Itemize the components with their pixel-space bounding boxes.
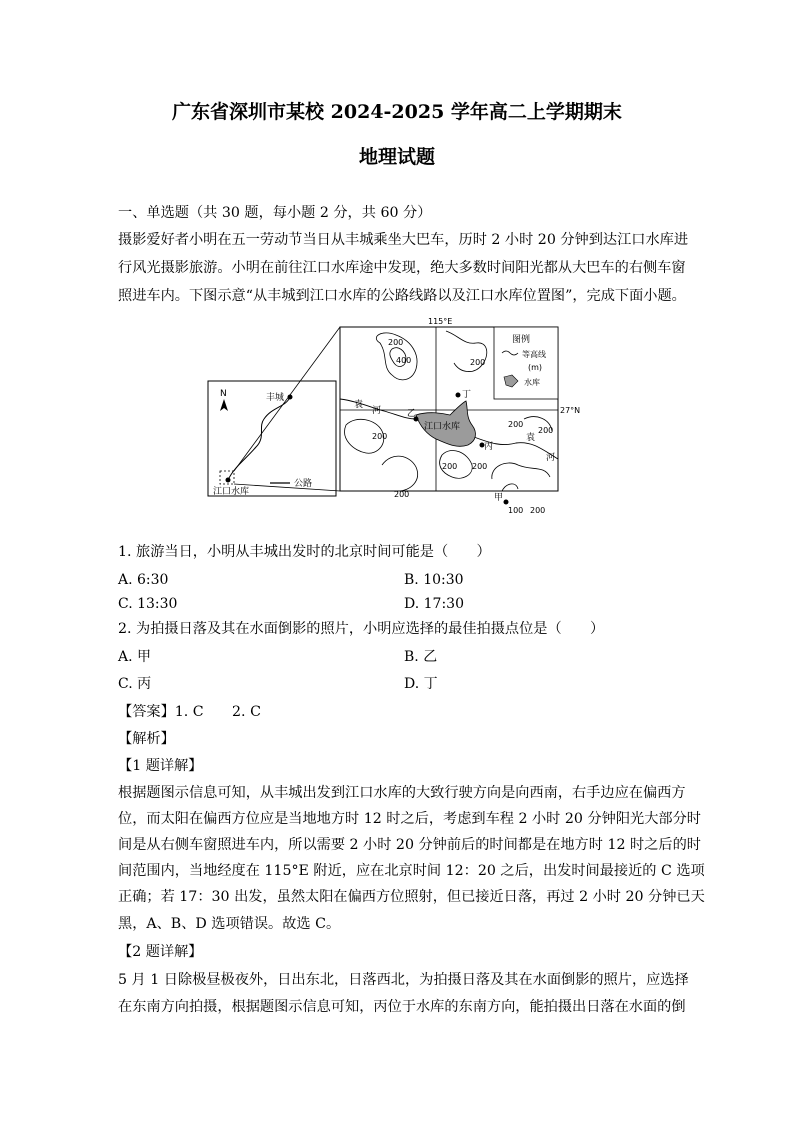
legend-title: 图例 [512,335,531,345]
question-1-option-d: D. 17:30 [404,596,464,612]
river-label-yuan-2: 袁 [526,433,536,443]
q2-detail-line: 在东南方向拍摄，根据题图示信息可知，丙位于水库的东南方向，能拍摄出日落在水面的倒 [118,999,686,1015]
main-map [340,317,580,515]
answer-line: 【答案】1. C 2. C [118,704,261,720]
q2-detail-line: 5 月 1 日除极昼极夜外，日出东北，日落西北，为拍摄日落及其在水面倒影的照片，应选择 [118,972,689,988]
contour-label: 200 [470,358,486,367]
q1-detail-line: 间范围内，当地经度在 115°E 附近，应在北京时间 12：20 之后，出发时间最接近的 C 选项 [118,863,705,879]
north-arrow-icon [220,399,228,411]
contour-label: 200 [530,506,546,515]
question-1-option-b: B. 10:30 [404,572,464,588]
point-bing-label: 丙 [484,442,494,452]
contour-label: 200 [372,432,388,441]
q1-detail-line: 黑，A、B、D 选项错误。故选 C。 [118,916,341,932]
q1-detail-line: 位，而太阳在偏西方位应是当地地方时 12 时之后，考虑到车程 2 小时 20 分钟阳光大部分时 [118,811,701,827]
point-yi-label: 乙 [407,409,417,419]
latitude-label: 27°N [560,406,581,415]
longitude-label: 115°E [428,317,453,326]
question-2-option-c: C. 丙 [118,676,152,692]
q1-detail-line: 根据题图示信息可知，从丰城出发到江口水库的大致行驶方向是向西南，右手边应在偏西方 [118,785,686,801]
river-label-yuan: 袁 [354,400,364,410]
map-figure [206,315,581,530]
contour-label: 200 [394,490,410,499]
point-ding-label: 丁 [462,390,472,400]
inset-road [228,397,290,480]
intro-line: 摄影爱好者小明在五一劳动节当日从丰城乘坐大巴车，历时 2 小时 20 分钟到达江口水库进 [118,232,689,248]
question-2-option-b: B. 乙 [404,649,438,665]
inset-city-label: 丰城 [266,393,285,403]
document-subtitle: 地理试题 [358,146,435,168]
question-1-option-a: A. 6:30 [118,572,169,588]
north-label: N [220,389,227,399]
contour-100-label: 100 [508,506,524,515]
contour-label: 200 [442,462,458,471]
contour-label: 400 [396,356,412,365]
legend-reservoir: 水库 [524,378,540,387]
point-jia-dot [504,500,509,505]
river-label-he: 河 [372,406,382,416]
reservoir-label: 江口水库 [424,422,461,432]
legend-contour: 等高线 [522,350,546,359]
intro-line: 照进车内。下图示意“从丰城到江口水库的公路线路以及江口水库位置图”，完成下面小题。 [118,288,686,304]
inset-map [208,327,340,497]
jiangkou-dot [226,478,231,483]
road-legend-label: 公路 [294,479,313,489]
question-1-option-c: C. 13:30 [118,596,178,612]
point-ding-dot [456,393,461,398]
point-jia-label: 甲 [494,493,504,503]
analysis-label: 【解析】 [118,731,175,747]
river-label-he-2: 河 [546,453,556,463]
q1-detail-label: 【1 题详解】 [118,758,203,774]
q1-detail-line: 间是从右侧车窗照进车内，所以需要 2 小时 20 分钟前后的时间都是在地方时 12 时之后的时 [118,837,701,853]
document-title: 广东省深圳市某校 2024-2025 学年高二上学期期末 [172,101,622,123]
contour-label: 200 [508,420,524,429]
question-2-option-a: A. 甲 [118,649,152,665]
contour-label: 200 [472,462,488,471]
question-2-stem: 2. 为拍摄日落及其在水面倒影的照片，小明应选择的最佳拍摄点位是（ ） [118,621,605,637]
question-1-stem: 1. 旅游当日，小明从丰城出发时的北京时间可能是（ ） [118,544,491,560]
legend-contour-unit: (m) [528,363,543,372]
contour-label: 200 [388,338,404,347]
inset-reservoir-label: 江口水库 [213,487,250,497]
q1-detail-line: 正确；若 17：30 出发，虽然太阳在偏西方位照射，但已接近日落，再过 2 小时 20 分钟已天 [118,889,705,905]
q2-detail-label: 【2 题详解】 [118,944,203,960]
intro-line: 行风光摄影旅游。小明在前往江口水库途中发现，绝大多数时间阳光都从大巴车的右侧车窗 [118,260,686,276]
section-heading: 一、单选题（共 30 题，每小题 2 分，共 60 分） [118,205,432,221]
question-2-option-d: D. 丁 [404,676,438,692]
contour-label: 200 [538,426,554,435]
